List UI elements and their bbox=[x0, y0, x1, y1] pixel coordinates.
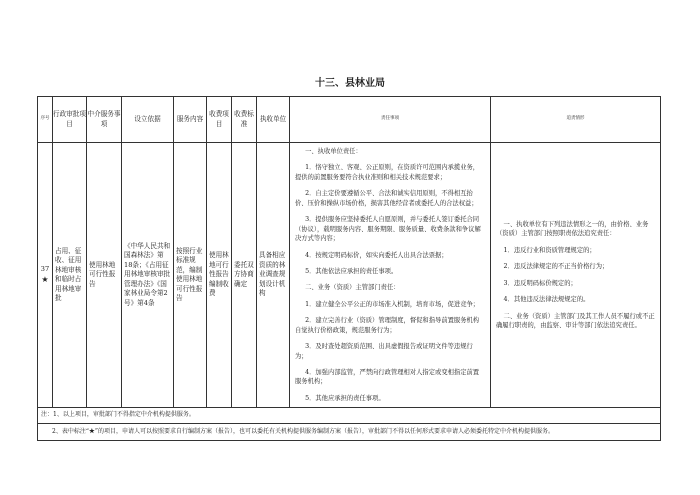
header-fee-standard: 收费标准 bbox=[232, 97, 257, 143]
duty-line: 二、业务（资质）主管部门责任： bbox=[305, 284, 400, 292]
accountability-line: 4．其他违反法律法规规定的。 bbox=[503, 296, 590, 304]
header-fee-item: 收费项目 bbox=[207, 97, 232, 143]
duty-line: 4．按规定明码标价，如实向委托人出具合法票据； bbox=[305, 251, 448, 259]
item-cell: 占用、征收、征用林地审核和临时占用林地审批 bbox=[53, 143, 87, 408]
duty-line: 2．建立完善行业（资质）管理制度，督促和指导前置服务机构自觉执行价格政策，规范服务行为； bbox=[295, 317, 480, 334]
accountability-line: 1．违反行业和资质管理规定的； bbox=[503, 246, 596, 254]
accountability-line: 3．违反明码标价规定的； bbox=[503, 279, 577, 287]
header-accountability: 追责情形 bbox=[491, 97, 661, 143]
duty-line: 1．建立健全公平公正的市场准入机制，培育市场，促进竞争； bbox=[305, 300, 480, 308]
duty-line: 1．恪守独立、客观、公正原则，在资质许可范围内承揽业务，提供的前置服务要符合执业准则和相关技术规范要求； bbox=[295, 164, 480, 181]
fee-item-cell: 使用林地可行性报告编制收费 bbox=[207, 143, 232, 408]
header-agency: 中介服务事项 bbox=[87, 97, 122, 143]
header-item: 行政审批项目 bbox=[53, 97, 87, 143]
duty-line: 4．加强内部监管，严禁向行政管理相对人指定或变相指定前置服务机构； bbox=[295, 369, 480, 386]
header-basis: 设立依据 bbox=[122, 97, 174, 143]
executor-cell: 具备相应资质的林业调查规划设计机构 bbox=[257, 143, 290, 408]
content-cell: 按照行业标准规范，编制使用林地可行性报告 bbox=[174, 143, 207, 408]
seq-cell bbox=[38, 143, 53, 408]
header-seq: 序号 bbox=[38, 97, 53, 143]
note-2: 2、表中标注“★”的项目，申请人可以按照要求自行编制方案（报告），也可以委托有关机构提供服务编制方案（报告），审批部门不得以任何形式要求申请人必须委托特定中介机构提供服务。 bbox=[38, 424, 661, 441]
page-title: 十三、县林业局 bbox=[315, 78, 385, 89]
fee-table bbox=[37, 96, 661, 441]
duty-line: 2．自主定价要遵循公平、合法和诚实信用原则，不得相互抬价、压价和操纵市场价格，损害其他经营者或委托人的合法权益； bbox=[295, 190, 478, 207]
header-content: 服务内容 bbox=[174, 97, 207, 143]
basis-cell: 《中华人民共和国森林法》第18条；《占用征用林地审核审批管理办法》《国家林业局令第2号》第4条 bbox=[122, 143, 174, 408]
accountability-line: 2．违反法律规定的不正当价格行为； bbox=[503, 263, 609, 271]
accountability-line: 二、业务（资质）主管部门及其工作人员不履行或不正确履行职责的，由监察、审计等部门依法追究责任。 bbox=[496, 312, 655, 329]
duty-line: 3．提供服务应坚持委托人自愿原则，并与委托人签订委托合同（协议），载明服务内容、服务期限、服务质量、收费条款和争议解决方式等内容； bbox=[295, 216, 481, 243]
fee-standard-cell: 委托双方协商确定 bbox=[232, 143, 257, 408]
accountability-cell bbox=[491, 143, 661, 408]
header-executor: 执收单位 bbox=[257, 97, 290, 143]
agency-cell: 使用林地可行性报告 bbox=[87, 143, 122, 408]
note-row bbox=[38, 424, 661, 441]
header-duties: 责任事项 bbox=[290, 97, 491, 143]
note-1: 注：1、以上项目，审批部门不得指定中介机构提供服务。 bbox=[38, 408, 661, 424]
table-row bbox=[38, 143, 661, 408]
accountability-line: 一、执收单位有下列违法情形之一的，由价格、业务（资质）主管部门按照职责依法追究责任： bbox=[496, 220, 649, 238]
duty-line: 5．其他应承担的责任事项。 bbox=[305, 394, 385, 402]
note-row bbox=[38, 408, 661, 424]
duty-line: 3．及时查处超资质范围、出具虚假报告或证明文件等违规行为； bbox=[295, 343, 473, 360]
duty-line: 一、执收单位责任： bbox=[305, 148, 362, 155]
seq-number: 37 bbox=[40, 264, 50, 273]
duties-cell bbox=[290, 143, 491, 408]
header-row bbox=[38, 97, 661, 143]
star-mark: ★ bbox=[41, 275, 49, 285]
duty-line: 5．其他依法应承担的责任事项。 bbox=[305, 267, 398, 275]
